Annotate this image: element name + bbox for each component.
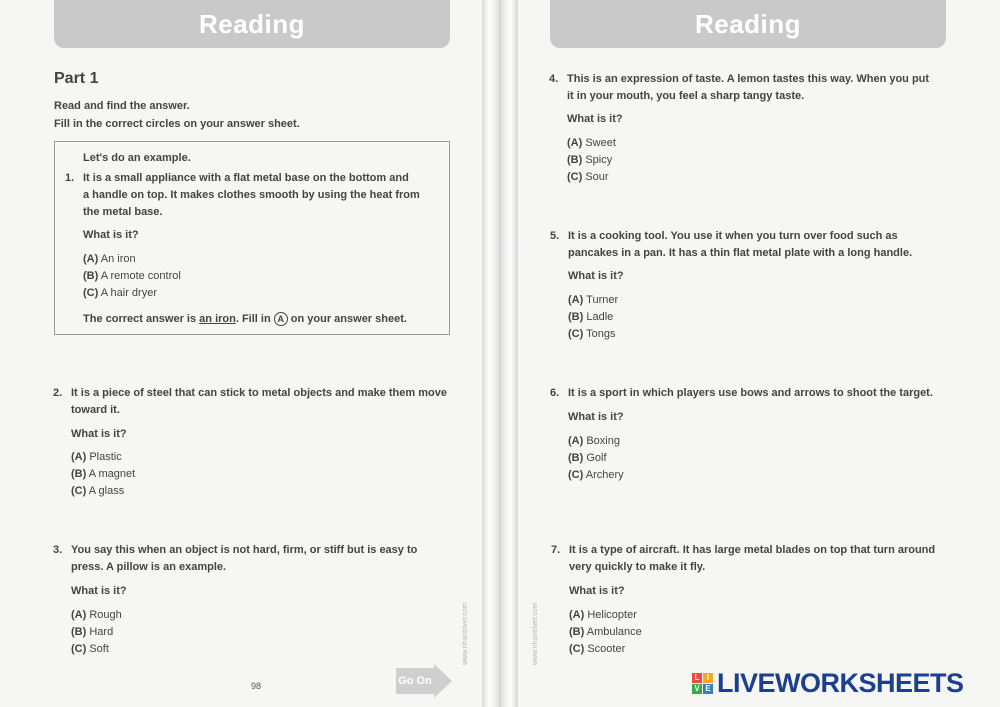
option-c <box>71 643 109 655</box>
option-letter: (B) <box>568 311 584 323</box>
site-watermark: www.nhantrivet.com <box>462 602 469 665</box>
option-letter: (B) <box>83 270 99 282</box>
question-prompt: What is it? <box>569 585 625 597</box>
question-number: 2. <box>53 387 63 399</box>
answer-suffix: on your answer sheet. <box>287 312 407 325</box>
option-a <box>71 451 122 463</box>
question-prompt: What is it? <box>568 411 624 423</box>
example-answer <box>83 312 407 326</box>
question-stem <box>568 385 970 402</box>
go-on-arrow-icon <box>434 664 452 698</box>
answer-mid: . Fill in <box>235 312 274 325</box>
question-prompt: What is it? <box>83 229 139 241</box>
option-letter: (A) <box>71 609 87 621</box>
option-letter: (A) <box>83 253 99 265</box>
option-letter: (C) <box>71 485 87 497</box>
option-b <box>569 626 642 638</box>
option-text: Sour <box>585 171 609 183</box>
option-text: Turner <box>586 294 619 306</box>
stem-line: It is a cooking tool. You use it when you turn over food such as <box>568 230 898 242</box>
question-number: 4. <box>549 73 559 85</box>
option-letter: (C) <box>569 643 585 655</box>
option-a <box>567 137 616 149</box>
option-letter: (B) <box>569 626 585 638</box>
logo-letter: L <box>692 673 702 683</box>
book-gutter <box>482 0 518 707</box>
option-letter: (C) <box>568 328 584 340</box>
instruction-line: Read and find the answer. <box>54 100 190 112</box>
question-number: 7. <box>551 544 561 556</box>
question-number: 3. <box>53 544 63 556</box>
question-6 <box>550 385 970 402</box>
question-number: 6. <box>550 387 560 399</box>
option-text: Soft <box>89 643 109 655</box>
option-c <box>568 469 624 481</box>
option-text: An iron <box>100 253 136 265</box>
option-letter: (C) <box>567 171 583 183</box>
logo-letter: V <box>692 684 702 694</box>
answer-prefix: The correct answer is <box>83 312 200 325</box>
right-page <box>518 0 1000 707</box>
answer-word: an iron <box>199 312 236 325</box>
example-question <box>65 170 435 221</box>
question-stem <box>83 170 435 221</box>
option-b <box>71 626 113 638</box>
logo-letter: I <box>703 673 713 683</box>
option-letter: (B) <box>71 468 87 480</box>
stem-line: It is a type of aircraft. It has large metal blades on top that turn around <box>569 544 936 556</box>
option-text: Helicopter <box>587 609 637 621</box>
option-letter: (B) <box>71 626 87 638</box>
stem-line: It is a small appliance with a flat metal base on the bottom and <box>83 172 409 184</box>
left-page <box>0 0 482 707</box>
option-letter: (A) <box>568 294 584 306</box>
option-a <box>83 253 136 265</box>
option-letter: (A) <box>569 609 585 621</box>
stem-line: It is a piece of steel that can stick to metal objects and make them move <box>71 387 447 399</box>
stem-line: pancakes in a pan. It has a thin flat metal plate with a long handle. <box>568 247 913 259</box>
brand-name: LIVEWORKSHEETS <box>717 667 964 698</box>
option-text: Golf <box>586 452 607 464</box>
option-text: Ambulance <box>586 626 642 638</box>
question-stem <box>71 385 453 419</box>
question-5 <box>550 228 960 262</box>
option-b <box>71 468 135 480</box>
logo-letter: E <box>703 684 713 694</box>
section-banner: Reading <box>54 0 450 48</box>
site-watermark: www.nhantrivet.com <box>532 602 539 665</box>
instruction-line: Fill in the correct circles on your answer sheet. <box>54 118 300 130</box>
option-c <box>71 485 124 497</box>
question-4 <box>549 71 959 105</box>
option-text: Rough <box>89 609 122 621</box>
option-text: Hard <box>89 626 114 638</box>
section-banner: Reading <box>550 0 946 48</box>
option-a <box>568 435 620 447</box>
answer-circle-icon: A <box>274 312 288 326</box>
option-letter: (B) <box>567 154 583 166</box>
option-b <box>568 311 613 323</box>
question-prompt: What is it? <box>567 113 623 125</box>
option-b <box>83 270 181 282</box>
question-3 <box>53 542 453 576</box>
option-c <box>568 328 616 340</box>
option-text: A magnet <box>88 468 136 480</box>
option-text: Spicy <box>585 154 613 166</box>
option-c <box>567 171 609 183</box>
option-a <box>568 294 618 306</box>
stem-line: This is an expression of taste. A lemon tastes this way. When you put <box>567 73 930 85</box>
option-letter: (C) <box>71 643 87 655</box>
option-c <box>569 643 625 655</box>
liveworksheets-brand[interactable] <box>692 666 964 700</box>
option-a <box>569 609 637 621</box>
question-prompt: What is it? <box>568 270 624 282</box>
question-stem <box>71 542 453 576</box>
stem-line: the metal base. <box>83 206 163 218</box>
go-on-label: Go On <box>396 668 434 694</box>
option-letter: (A) <box>568 435 584 447</box>
option-c <box>83 287 157 299</box>
question-stem <box>569 542 971 576</box>
stem-line: It is a sport in which players use bows and arrows to shoot the target. <box>568 387 933 399</box>
example-intro: Let's do an example. <box>83 152 191 164</box>
stem-line: You say this when an object is not hard, firm, or stiff but is easy to <box>71 544 418 556</box>
question-2 <box>53 385 453 419</box>
option-letter: (C) <box>83 287 99 299</box>
question-prompt: What is it? <box>71 428 127 440</box>
option-text: Boxing <box>586 435 620 447</box>
stem-line: a handle on top. It makes clothes smooth by using the heat from <box>83 189 420 201</box>
option-text: A hair dryer <box>100 287 157 299</box>
option-a <box>71 609 122 621</box>
question-number: 1. <box>65 172 75 184</box>
option-b <box>568 452 607 464</box>
question-stem <box>567 71 959 105</box>
stem-line: toward it. <box>71 404 120 416</box>
option-text: A glass <box>88 485 125 497</box>
option-letter: (B) <box>568 452 584 464</box>
stem-line: very quickly to make it fly. <box>569 561 706 573</box>
question-number: 5. <box>550 230 560 242</box>
option-text: A remote control <box>100 270 181 282</box>
stem-line: it in your mouth, you feel a sharp tangy taste. <box>567 90 805 102</box>
option-b <box>567 154 612 166</box>
stem-line: press. A pillow is an example. <box>71 561 227 573</box>
option-text: Tongs <box>586 328 616 340</box>
option-text: Plastic <box>89 451 122 463</box>
option-letter: (A) <box>71 451 87 463</box>
part-title: Part 1 <box>54 70 99 87</box>
liveworksheets-logo-icon <box>692 673 713 694</box>
option-text: Sweet <box>585 137 616 149</box>
option-letter: (C) <box>568 469 584 481</box>
option-text: Scooter <box>587 643 626 655</box>
question-stem <box>568 228 960 262</box>
option-letter: (A) <box>567 137 583 149</box>
page-number: 98 <box>251 681 262 691</box>
question-7 <box>551 542 971 576</box>
question-prompt: What is it? <box>71 585 127 597</box>
option-text: Archery <box>585 469 624 481</box>
option-text: Ladle <box>586 311 614 323</box>
